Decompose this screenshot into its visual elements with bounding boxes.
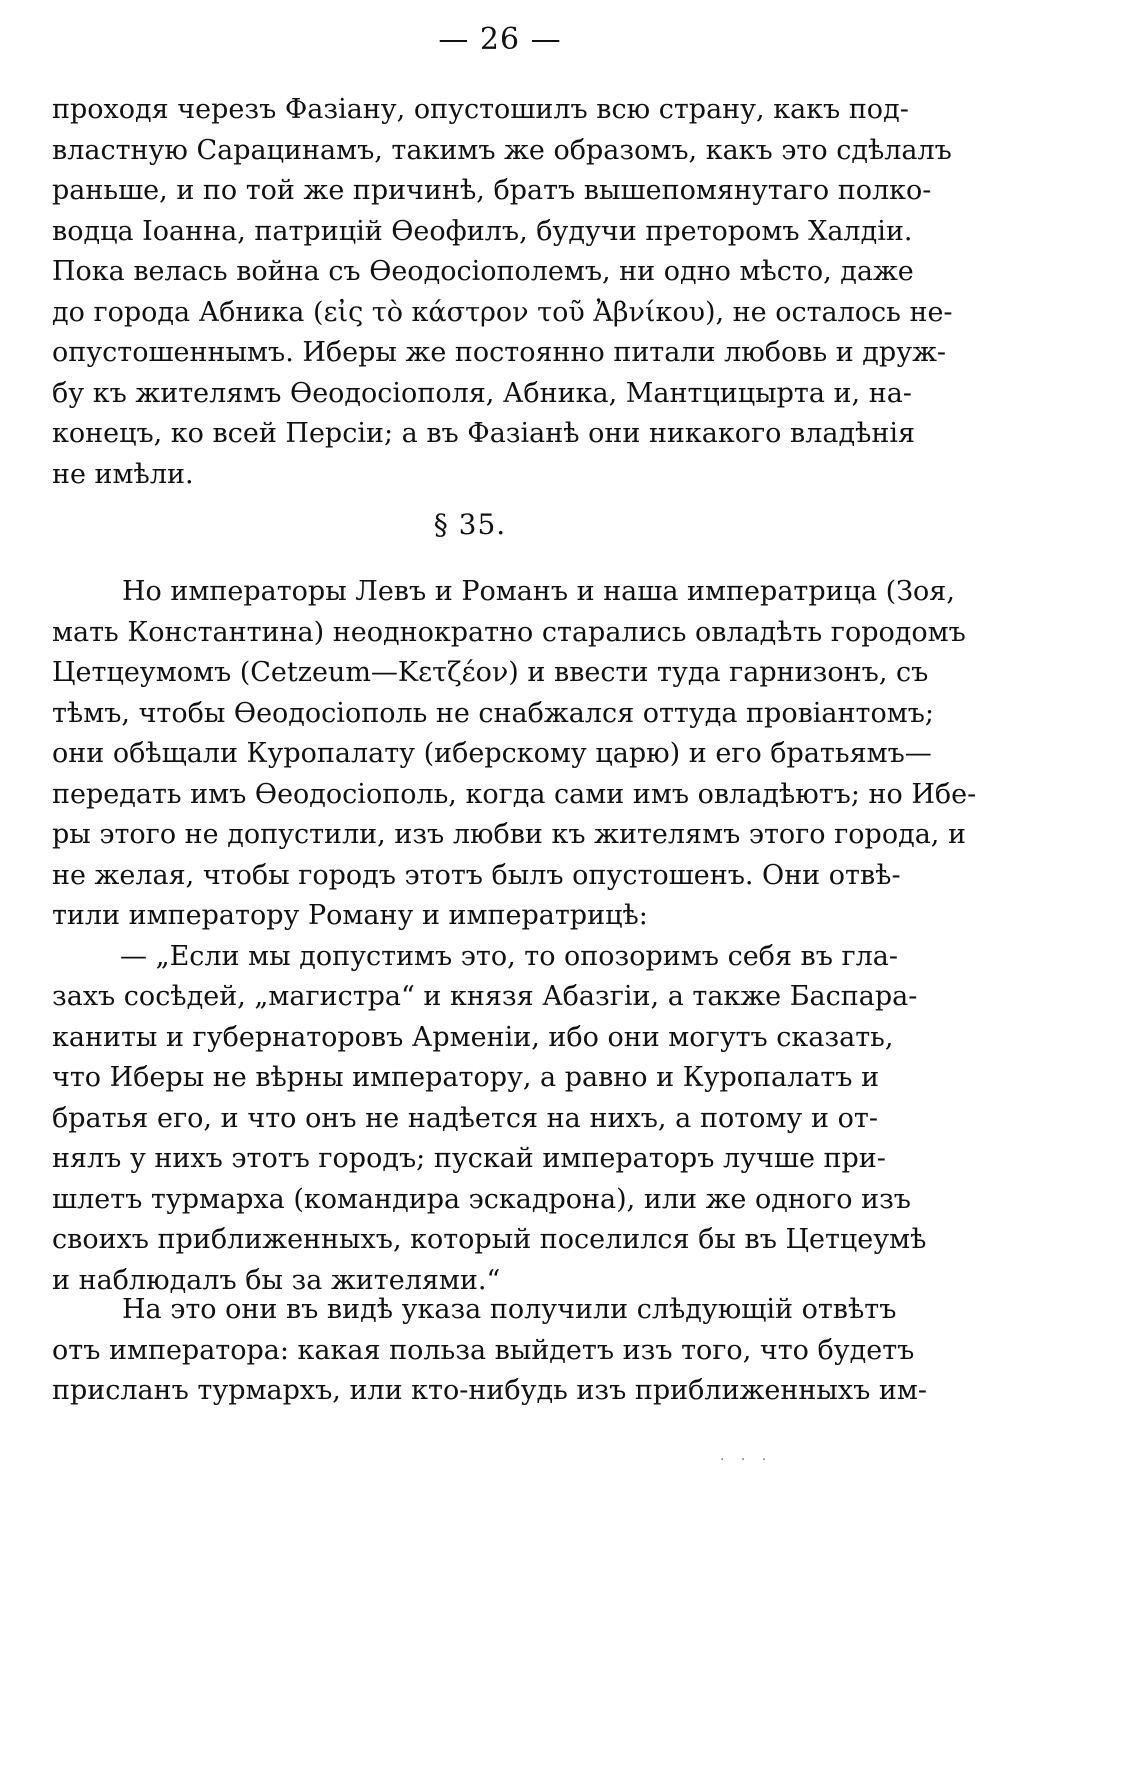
text-line: каниты и губернаторовъ Арменіи, ибо они могутъ сказать,	[52, 1021, 894, 1053]
text-line: бу къ жителямъ Ѳеодосіополя, Абника, Мантцицырта и, на-	[52, 377, 912, 409]
text-line: Цетцеумомъ (Cetzeum—Κετζέον) и ввести туда гарнизонъ, съ	[52, 657, 929, 688]
text-line: до города Абника (εἰς τὸ κάστρον τοῦ Ἀβνίκου), не осталось не-	[52, 296, 953, 328]
text-line: мать Константина) неоднократно старались овладѣть городомъ	[52, 616, 966, 648]
text-line: конецъ, ко всей Персіи; а въ Фазіанѣ они никакого владѣнія	[52, 418, 916, 449]
text-line: передать имъ Ѳеодосіополь, когда сами имъ овладѣютъ; но Ибе-	[52, 778, 977, 810]
text-line: братья его, и что онъ не надѣется на нихъ, а потому и от-	[52, 1102, 878, 1134]
text-line: тили императору Роману и императрицѣ:	[52, 900, 648, 931]
text-line: они обѣщали Куропалату (иберскому царю) и его братьямъ—	[52, 738, 932, 769]
paragraph-2	[52, 572, 977, 1301]
section-heading: § 35.	[433, 508, 507, 541]
text-line: властную Сарацинамъ, такимъ же образомъ, какъ это сдѣлалъ	[52, 134, 952, 166]
text-line: — „Если мы допустимъ это, то опозоримъ себя въ гла-	[120, 940, 899, 972]
text-line: проходя черезъ Фазіану, опустошилъ всю страну, какъ под-	[52, 94, 909, 125]
text-line: не имѣли.	[52, 458, 194, 490]
text-line: отъ императора: какая польза выйдетъ изъ того, что будетъ	[52, 1334, 915, 1366]
text-line: захъ сосѣдей, „магистра“ и князя Абазгіи, а также Баспара-	[52, 981, 918, 1012]
text-line: На это они въ видѣ указа получили слѣдующій отвѣтъ	[122, 1294, 897, 1325]
text-line: и наблюдалъ бы за жителями.“	[52, 1264, 501, 1296]
page-number: — 26 —	[438, 22, 562, 57]
paragraph-3	[52, 1290, 927, 1412]
text-line: своихъ приближенныхъ, который поселился бы въ Цетцеумѣ	[52, 1224, 927, 1255]
text-line: тѣмъ, чтобы Ѳеодосіополь не снабжался оттуда провіантомъ;	[52, 697, 934, 729]
text-line: водца Іоанна, патрицій Ѳеофилъ, будучи преторомъ Халдіи.	[52, 215, 913, 247]
text-line: ры этого не допустили, изъ любви къ жителямъ этого города, и	[52, 819, 966, 850]
text-line: не желая, чтобы городъ этотъ былъ опустошенъ. Они отвѣ-	[52, 859, 901, 891]
text-line: присланъ турмархъ, или кто-нибудь изъ приближенныхъ им-	[52, 1375, 927, 1406]
text-line: что Иберы не вѣрны императору, а равно и Куропалатъ и	[52, 1062, 880, 1093]
text-line: Пока велась война съ Ѳеодосіополемъ, ни одно мѣсто, даже	[52, 256, 914, 287]
text-line: раньше, и по той же причинѣ, братъ вышепомянутаго полко-	[52, 175, 932, 206]
text-line: опустошеннымъ. Иберы же постоянно питали любовь и друж-	[52, 337, 947, 368]
text-line: шлетъ турмарха (командира эскадрона), или же одного изъ	[52, 1183, 911, 1215]
print-specks: · · ·	[720, 1452, 773, 1468]
text-line: Но императоры Левъ и Романъ и наша императрица (Зоя,	[122, 576, 955, 607]
paragraph-1	[52, 90, 953, 495]
text-line: нялъ у нихъ этотъ городъ; пускай императоръ лучше при-	[52, 1143, 886, 1174]
